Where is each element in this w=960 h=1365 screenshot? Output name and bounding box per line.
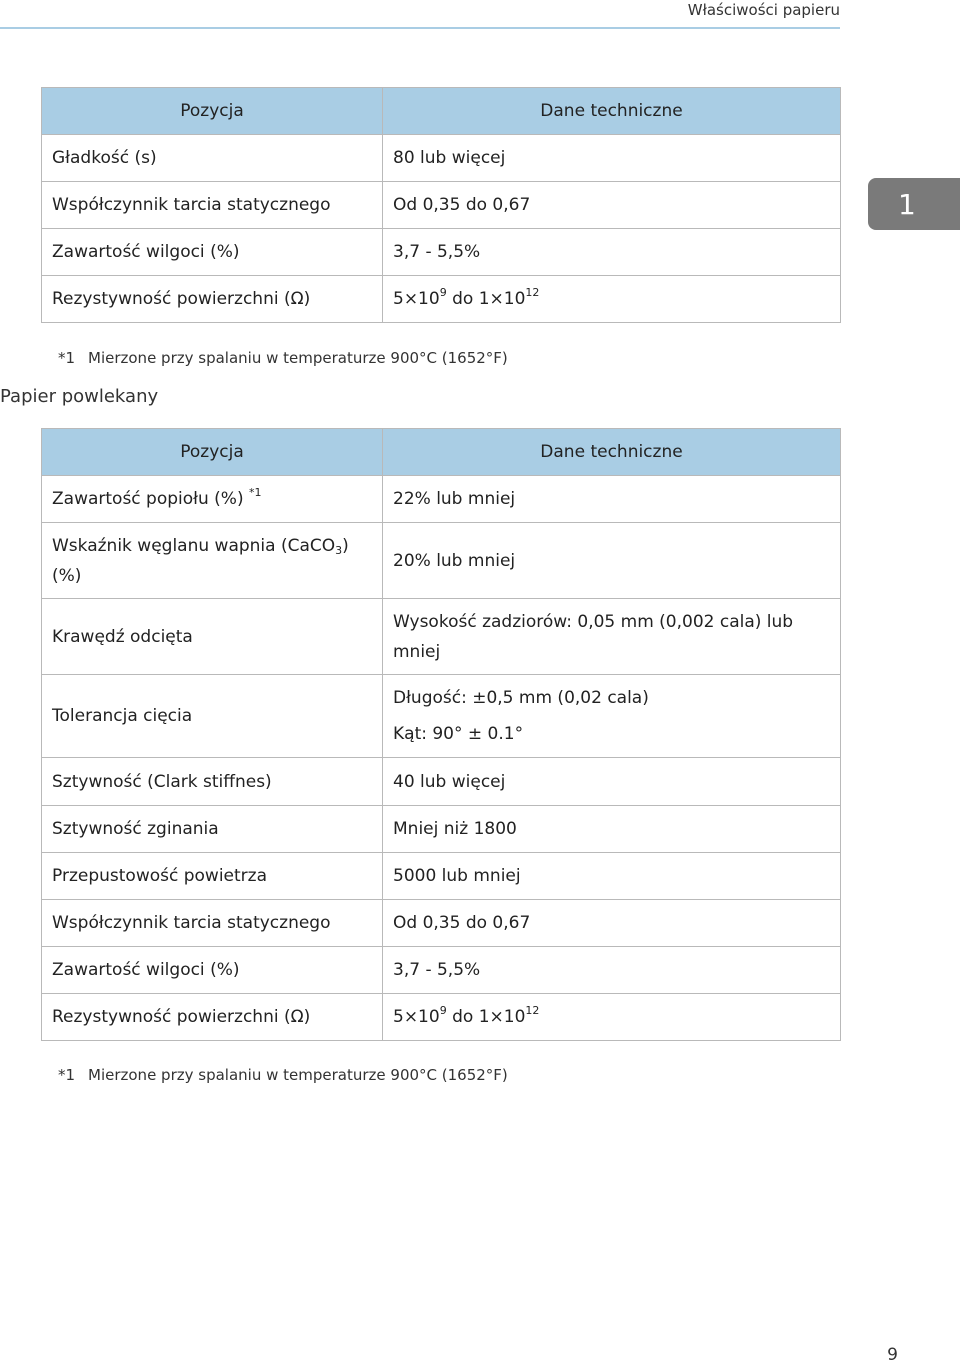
table-row: [42, 900, 841, 947]
table-row: [42, 599, 841, 675]
row-item: Rezystywność powierzchni (Ω): [42, 994, 383, 1041]
spec-table-coated: [41, 428, 841, 1041]
value-middle: do 1×10: [446, 289, 526, 309]
page-number: 9: [887, 1345, 898, 1365]
row-value: 80 lub więcej: [383, 135, 841, 182]
table-row: [42, 135, 841, 182]
spec-table-plain: [41, 87, 841, 323]
row-value: [383, 994, 841, 1041]
row-value: Od 0,35 do 0,67: [383, 900, 841, 947]
row-item: Sztywność (Clark stiffnes): [42, 758, 383, 806]
column-header-item: Pozycja: [42, 429, 383, 476]
row-value: 22% lub mniej: [383, 476, 841, 523]
footnote-ref: *1: [249, 486, 262, 499]
row-value: [383, 276, 841, 323]
footnote: [58, 1066, 508, 1084]
header-rule: [0, 27, 840, 29]
value-exponent: 9: [439, 1004, 447, 1017]
value-exponent: 9: [439, 286, 447, 299]
value-exponent: 12: [525, 1004, 540, 1017]
row-item: Sztywność zginania: [42, 806, 383, 853]
table-row: [42, 994, 841, 1041]
table-header-row: [42, 88, 841, 135]
item-text: Wskaźnik węglanu wapnia (CaCO: [52, 535, 336, 556]
row-value: [383, 675, 841, 758]
table-row: [42, 853, 841, 900]
value-line: Kąt: 90° ± 0.1°: [393, 724, 524, 744]
row-value: 40 lub więcej: [383, 758, 841, 806]
footnote-text: Mierzone przy spalaniu w temperaturze 900°C (1652°F): [88, 349, 508, 367]
table-header-row: [42, 429, 841, 476]
item-text: Zawartość popiołu (%): [52, 489, 244, 509]
footnote: [58, 349, 508, 367]
column-header-item: Pozycja: [42, 88, 383, 135]
row-value: Mniej niż 1800: [383, 806, 841, 853]
table-row: [42, 229, 841, 276]
table-row: [42, 806, 841, 853]
row-item: Współczynnik tarcia statycznego: [42, 182, 383, 229]
section-heading: Papier powlekany: [0, 386, 159, 407]
value-middle: do 1×10: [446, 1007, 526, 1027]
row-item: Przepustowość powietrza: [42, 853, 383, 900]
footnote-text: Mierzone przy spalaniu w temperaturze 900°C (1652°F): [88, 1066, 508, 1084]
footnote-mark: *1: [58, 349, 76, 367]
running-header: Właściwości papieru: [687, 1, 840, 19]
row-item: Współczynnik tarcia statycznego: [42, 900, 383, 947]
row-value: Wysokość zadziorów: 0,05 mm (0,002 cala) lub mniej: [383, 599, 841, 675]
row-value: Od 0,35 do 0,67: [383, 182, 841, 229]
column-header-spec: Dane techniczne: [383, 88, 841, 135]
row-item: [42, 523, 383, 599]
footnote-mark: *1: [58, 1066, 76, 1084]
row-value: 3,7 - 5,5%: [383, 229, 841, 276]
column-header-spec: Dane techniczne: [383, 429, 841, 476]
row-value: 20% lub mniej: [383, 523, 841, 599]
value-line: Długość: ±0,5 mm (0,02 cala): [393, 688, 649, 708]
row-value: 3,7 - 5,5%: [383, 947, 841, 994]
row-value: 5000 lub mniej: [383, 853, 841, 900]
table-row: [42, 276, 841, 323]
value-base: 5×10: [393, 289, 440, 309]
row-item: Tolerancja cięcia: [42, 675, 383, 758]
table-row: [42, 758, 841, 806]
value-base: 5×10: [393, 1007, 440, 1027]
row-item: [42, 476, 383, 523]
row-item: Krawędź odcięta: [42, 599, 383, 675]
chapter-tab: 1: [868, 178, 960, 230]
table-row: [42, 947, 841, 994]
table-row: [42, 476, 841, 523]
item-subscript: 3: [335, 543, 343, 557]
table-row: [42, 182, 841, 229]
row-item: Zawartość wilgoci (%): [42, 947, 383, 994]
table-row: [42, 675, 841, 758]
table-row: [42, 523, 841, 599]
row-item: Rezystywność powierzchni (Ω): [42, 276, 383, 323]
row-item: Zawartość wilgoci (%): [42, 229, 383, 276]
value-exponent: 12: [525, 286, 540, 299]
item-text-end: ) (%): [52, 535, 349, 586]
row-item: Gładkość (s): [42, 135, 383, 182]
